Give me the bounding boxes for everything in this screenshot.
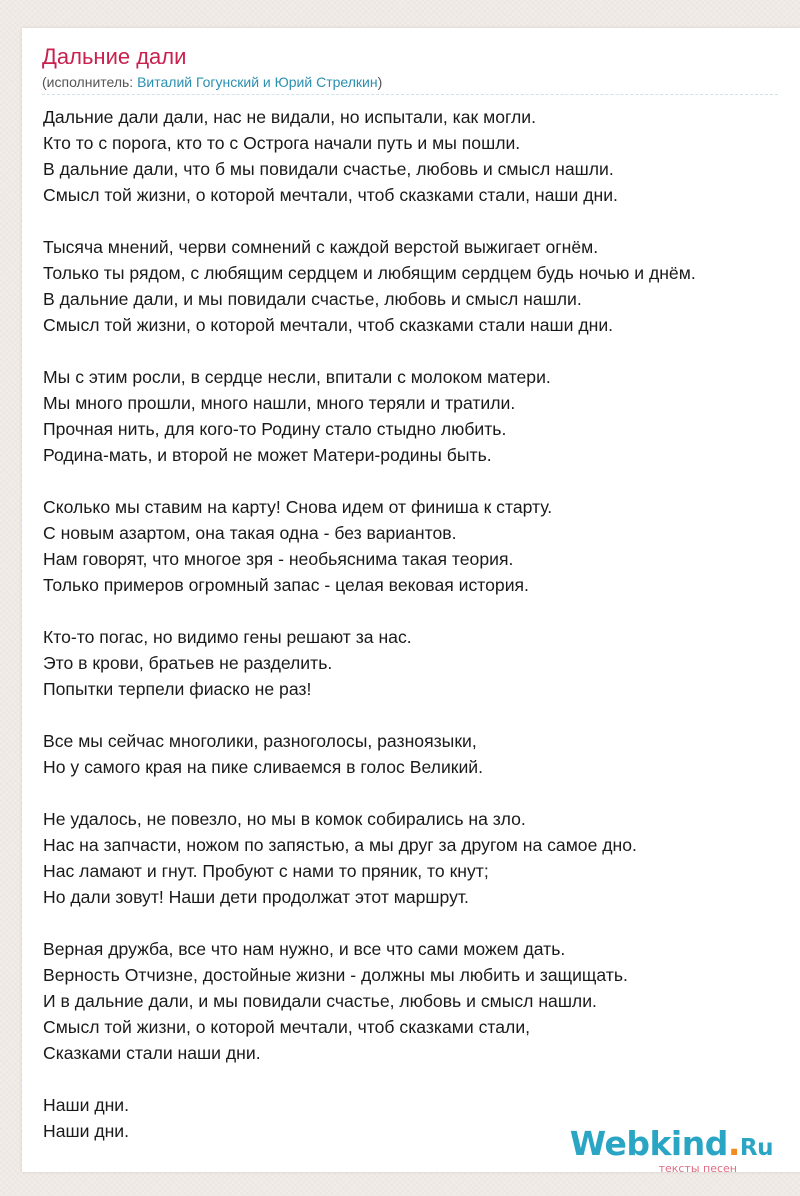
lyric-line: Но у самого края на пике сливаемся в голос Великий.	[43, 757, 484, 777]
lyric-line: Только примеров огромный запас - целая вековая история.	[43, 575, 529, 595]
lyric-line: Это в крови, братьев не разделить.	[43, 653, 333, 673]
lyric-line: Наши дни.	[43, 1121, 130, 1141]
watermark-logo	[569, 1124, 773, 1165]
lyrics-body	[43, 104, 793, 1170]
lyric-line: Верная дружба, все что нам нужно, и все что сами можем дать.	[43, 939, 566, 959]
lyric-line: Дальние дали дали, нас не видали, но испытали, как могли.	[43, 107, 537, 127]
lyric-line: С новым азартом, она такая одна - без вариантов.	[43, 523, 457, 543]
watermark-brand: Webkind	[569, 1124, 728, 1163]
lyric-line: Нам говорят, что многое зря - необьяснима такая теория.	[43, 549, 514, 569]
artist-link[interactable]: Виталий Гогунский и Юрий Стрелкин	[137, 74, 378, 90]
lyric-line: Сколько мы ставим на карту! Снова идем от финиша к старту.	[43, 497, 553, 517]
watermark-tld: Ru	[739, 1135, 773, 1161]
artist-prefix: (исполнитель:	[42, 74, 138, 90]
lyric-line: В дальние дали, что б мы повидали счастье, любовь и смысл нашли.	[43, 159, 614, 179]
lyric-line: Кто-то погас, но видимо гены решают за нас.	[43, 627, 412, 647]
lyrics-card	[22, 28, 800, 1175]
watermark-subtitle: тексты песен	[658, 1162, 737, 1175]
lyric-line: Родина-мать, и второй не может Матери-родины быть.	[43, 445, 492, 465]
lyric-line: В дальние дали, и мы повидали счастье, любовь и смысл нашли.	[43, 289, 582, 309]
lyric-line: Нас ламают и гнут. Пробуют с нами то пряник, то кнут;	[43, 861, 489, 881]
lyric-stanza	[43, 494, 793, 598]
lyric-line: Сказками стали наши дни.	[43, 1043, 261, 1063]
lyric-line: Верность Отчизне, достойные жизни - должны мы любить и защищать.	[43, 965, 628, 985]
lyric-line: Все мы сейчас многолики, разноголосы, разноязыки,	[43, 731, 477, 751]
lyric-stanza	[43, 624, 793, 702]
title-divider	[42, 94, 778, 95]
lyric-stanza	[43, 728, 793, 780]
lyric-line: Смысл той жизни, о которой мечтали, чтоб сказками стали наши дни.	[43, 315, 614, 335]
lyric-stanza	[43, 936, 793, 1066]
lyric-line: Смысл той жизни, о которой мечтали, чтоб сказками стали,	[43, 1017, 531, 1037]
lyric-stanza	[43, 234, 793, 338]
lyric-line: Прочная нить, для кого-то Родину стало стыдно любить.	[43, 419, 507, 439]
lyric-line: И в дальние дали, и мы повидали счастье, любовь и смысл нашли.	[43, 991, 597, 1011]
lyric-line: Смысл той жизни, о которой мечтали, чтоб сказками стали, наши дни.	[43, 185, 618, 205]
lyric-stanza	[43, 806, 793, 910]
lyric-line: Но дали зовут! Наши дети продолжат этот маршрут.	[43, 887, 469, 907]
artist-line	[42, 72, 382, 92]
lyric-stanza	[43, 364, 793, 468]
lyric-stanza	[43, 104, 793, 208]
site-watermark	[569, 1124, 773, 1175]
lyric-line: Кто то с порога, кто то с Острога начали путь и мы пошли.	[43, 133, 521, 153]
lyric-line: Попытки терпели фиаско не раз!	[43, 679, 312, 699]
watermark-dot: .	[727, 1124, 740, 1163]
lyric-line: Не удалось, не повезло, но мы в комок собирались на зло.	[43, 809, 526, 829]
song-title: Дальние дали	[42, 44, 187, 69]
lyric-line: Нас на запчасти, ножом по запястью, а мы друг за другом на самое дно.	[43, 835, 637, 855]
artist-suffix: )	[377, 74, 383, 90]
lyric-line: Мы много прошли, много нашли, много теряли и тратили.	[43, 393, 516, 413]
lyric-line: Только ты рядом, с любящим сердцем и любящим сердцем будь ночью и днём.	[43, 263, 696, 283]
lyric-line: Мы с этим росли, в сердце несли, впитали с молоком матери.	[43, 367, 551, 387]
lyric-line: Наши дни.	[43, 1095, 130, 1115]
lyric-line: Тысяча мнений, черви сомнений с каждой верстой выжигает огнём.	[43, 237, 599, 257]
